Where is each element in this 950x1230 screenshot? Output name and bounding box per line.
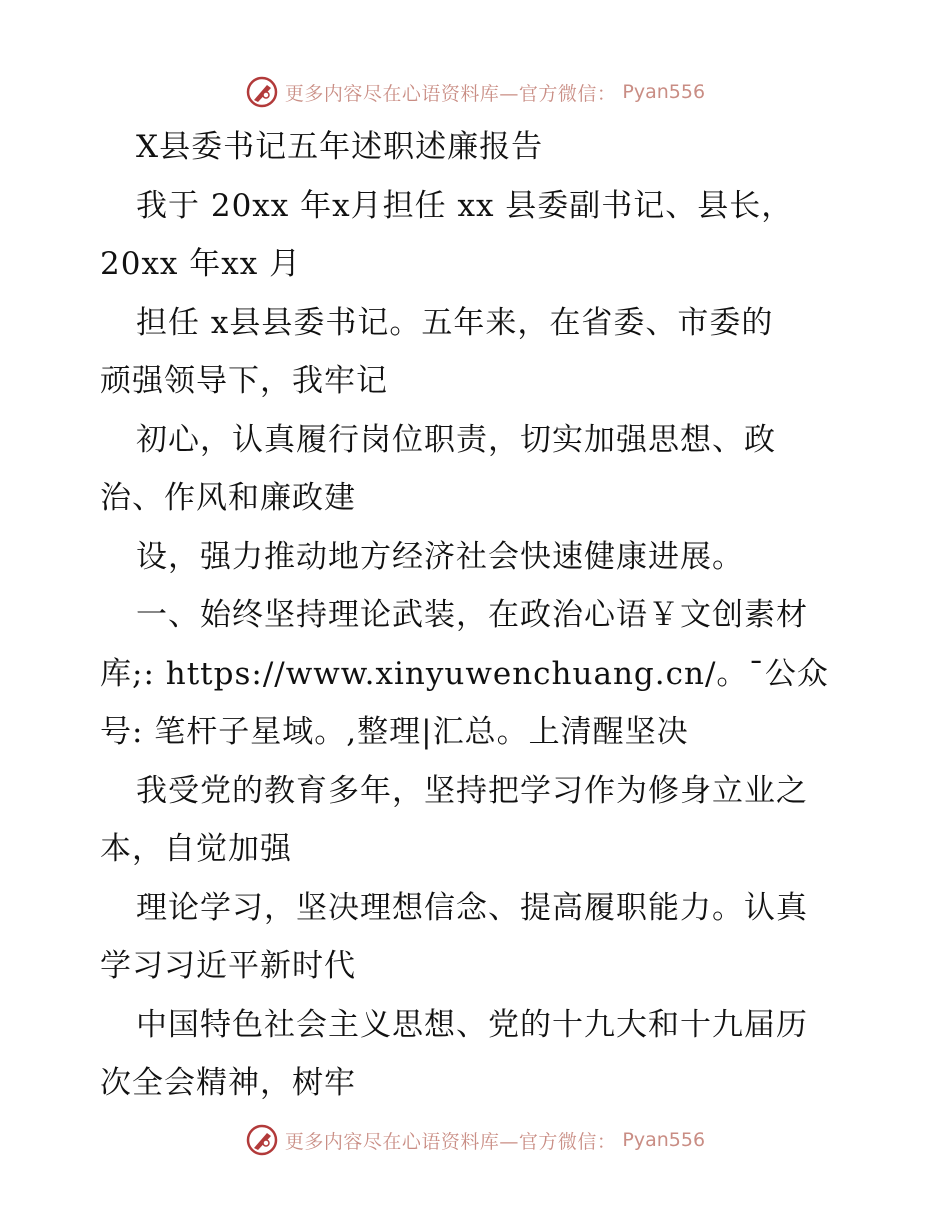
paragraph-line: 学习习近平新时代 xyxy=(100,948,356,984)
document-title: X县委书记五年述职述廉报告 xyxy=(136,129,544,165)
paragraph-line: 治、作风和廉政建 xyxy=(100,480,356,516)
banner-wechat-id: Pyan556 xyxy=(622,1129,706,1151)
banner-text: 更多内容尽在心语资料库—官方微信： xyxy=(284,82,617,105)
paragraph-line: 中国特色社会主义思想、党的十九大和十九届历 xyxy=(136,1006,808,1043)
paragraph-line: 顽强领导下，我牢记 xyxy=(100,363,388,399)
paragraph-line: 设，强力推动地方经济社会快速健康进展。 xyxy=(136,538,744,575)
paragraph-line: 号: 笔杆子星域。,整理|汇总。上清醒坚决 xyxy=(100,714,689,750)
header-banner xyxy=(0,72,950,112)
paragraph-line: 20xx 年xx 月 xyxy=(100,246,302,282)
document-body xyxy=(100,118,860,1113)
pen-circle-logo-icon xyxy=(245,75,279,109)
paragraph-line: 我于 20xx 年x月担任 xx 县委副书记、县长， xyxy=(136,187,794,224)
banner-text: 更多内容尽在心语资料库—官方微信： xyxy=(284,1130,617,1153)
paragraph-line: 我受党的教育多年，坚持把学习作为修身立业之 xyxy=(136,772,808,809)
footer-banner xyxy=(0,1120,950,1160)
paragraph-line: 本，自觉加强 xyxy=(100,831,292,867)
section-heading-line: 一、始终坚持理论武装，在政治心语￥文创素材 xyxy=(136,597,808,633)
paragraph-line: 担任 x县县委书记。五年来，在省委、市委的 xyxy=(136,304,774,341)
paragraph-line: 次全会精神，树牢 xyxy=(100,1065,356,1101)
paragraph-line: 库;: https://www.xinyuwenchuang.cn/。¯公众 xyxy=(100,655,829,692)
banner-wechat-id: Pyan556 xyxy=(622,81,706,103)
paragraph-line: 初心，认真履行岗位职责，切实加强思想、政 xyxy=(136,421,776,458)
pen-circle-logo-icon xyxy=(245,1123,279,1157)
paragraph-line: 理论学习，坚决理想信念、提高履职能力。认真 xyxy=(136,889,808,926)
